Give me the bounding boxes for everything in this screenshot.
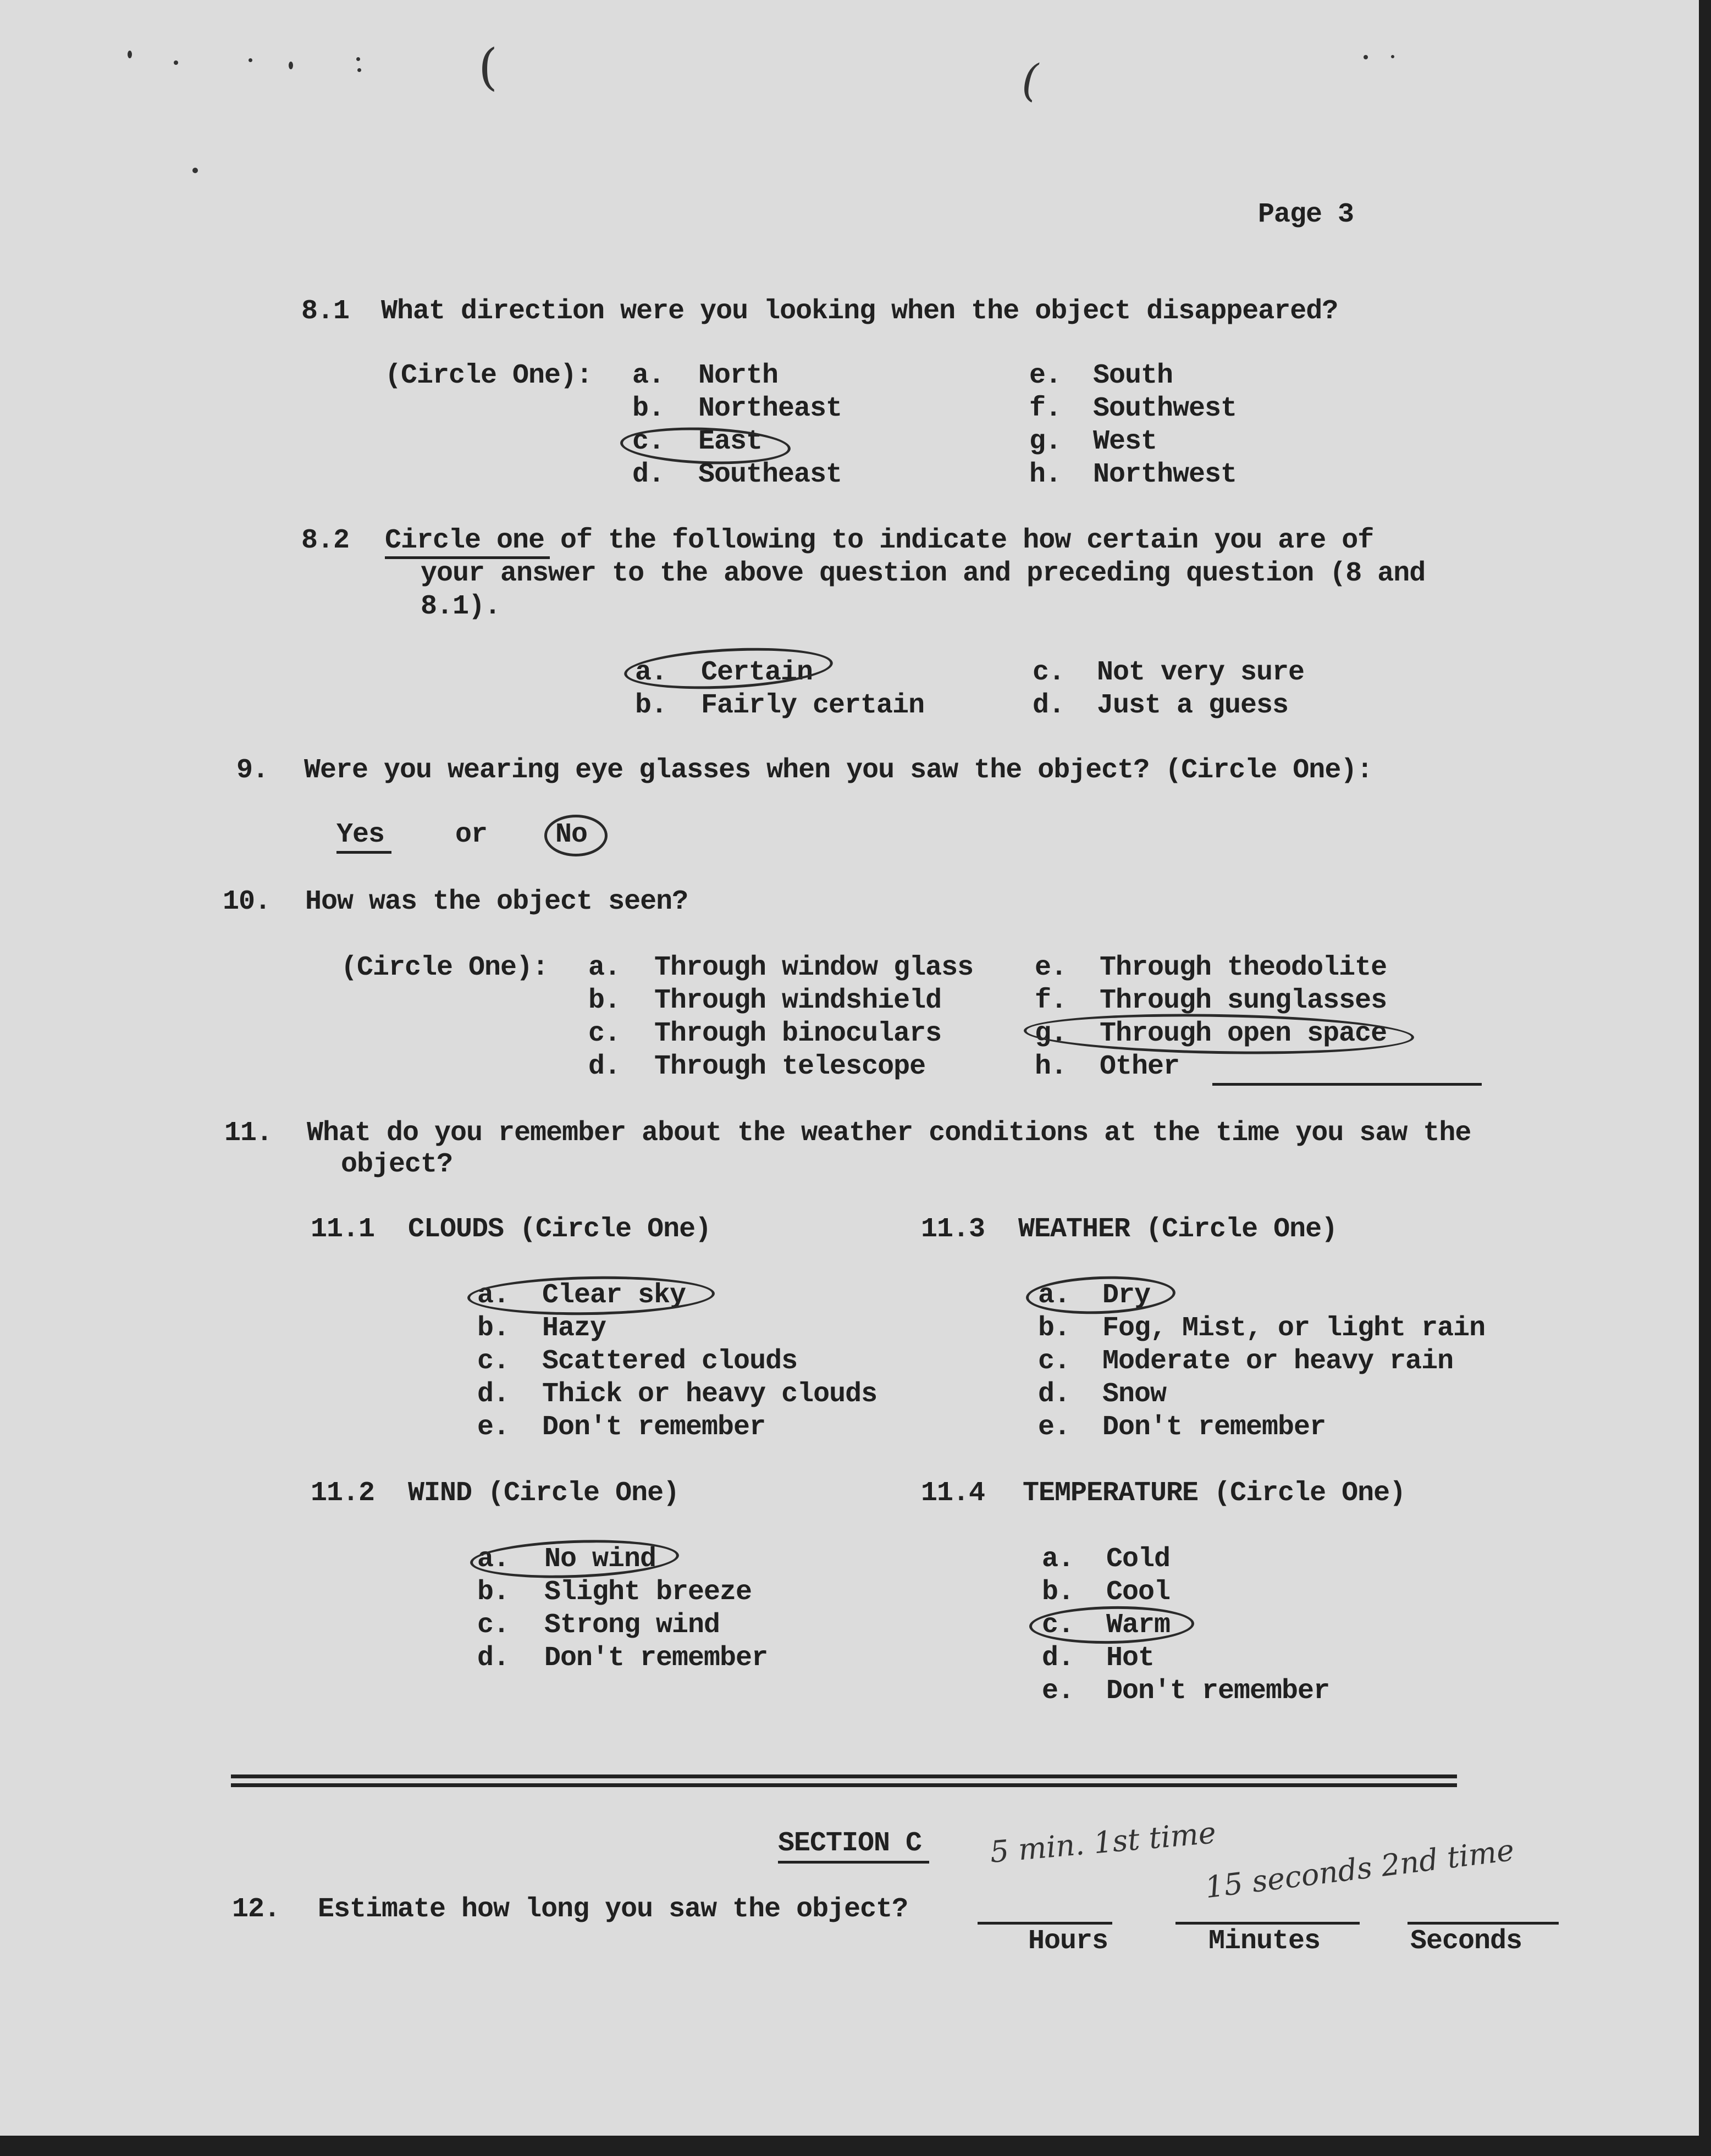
- option-letter: g.: [1029, 426, 1062, 457]
- question-number: 10.: [223, 886, 271, 917]
- option-binoculars[interactable]: Through binoculars: [654, 1018, 942, 1049]
- subquestion-title: WEATHER (Circle One): [1018, 1214, 1338, 1245]
- option-heavy-clouds[interactable]: Thick or heavy clouds: [542, 1379, 877, 1410]
- option-letter: b.: [1042, 1577, 1074, 1608]
- question-number: 9.: [236, 755, 269, 786]
- subquestion-title: CLOUDS (Circle One): [408, 1214, 711, 1245]
- option-letter: a.: [1042, 1544, 1074, 1575]
- handwritten-note: 15 seconds 2nd time: [1203, 1832, 1516, 1905]
- question-text: Estimate how long you saw the object?: [318, 1894, 908, 1925]
- option-yes[interactable]: Yes: [336, 819, 385, 850]
- option-letter: d.: [477, 1643, 510, 1674]
- subquestion-number: 11.2: [311, 1478, 375, 1509]
- option-letter: h.: [1029, 459, 1062, 490]
- option-letter: g.: [1035, 1018, 1067, 1049]
- option-letter: b.: [1038, 1313, 1070, 1344]
- scan-speck: [356, 57, 360, 61]
- hours-blank-line[interactable]: [978, 1922, 1112, 1925]
- scan-speck: [249, 58, 252, 62]
- option-letter: b.: [588, 985, 621, 1016]
- section-divider: [231, 1783, 1457, 1787]
- option-no[interactable]: No: [555, 819, 588, 850]
- seconds-label: Seconds: [1410, 1926, 1522, 1957]
- subquestion-title: TEMPERATURE (Circle One): [1023, 1478, 1406, 1509]
- option-letter: e.: [1035, 952, 1067, 983]
- question-text-line: object?: [341, 1149, 453, 1180]
- scan-speck: [192, 168, 198, 173]
- option-heavy-rain[interactable]: Moderate or heavy rain: [1102, 1346, 1454, 1377]
- scan-speck: [357, 68, 361, 72]
- option-just-a-guess[interactable]: Just a guess: [1097, 690, 1289, 721]
- option-dont-remember[interactable]: Don't remember: [544, 1643, 768, 1674]
- option-letter: a.: [1038, 1280, 1070, 1311]
- option-letter: d.: [632, 459, 665, 490]
- option-letter: a.: [588, 952, 621, 983]
- option-strong-wind[interactable]: Strong wind: [544, 1610, 720, 1641]
- seconds-blank-line[interactable]: [1408, 1922, 1559, 1925]
- option-letter: e.: [477, 1412, 510, 1443]
- option-certain[interactable]: Certain: [701, 657, 813, 688]
- question-number: 8.1: [301, 296, 350, 327]
- option-northeast[interactable]: Northeast: [698, 393, 842, 424]
- question-text-line: Circle one of the following to indicate how certain you are of: [385, 525, 1374, 556]
- scan-speck: [1391, 55, 1394, 58]
- option-letter: b.: [632, 393, 665, 424]
- option-northwest[interactable]: Northwest: [1093, 459, 1237, 490]
- subquestion-title: WIND (Circle One): [408, 1478, 680, 1509]
- option-letter: c.: [588, 1018, 621, 1049]
- minutes-label: Minutes: [1208, 1926, 1321, 1957]
- option-open-space[interactable]: Through open space: [1100, 1018, 1387, 1049]
- question-number: 11.: [224, 1118, 273, 1149]
- or-text: or: [455, 819, 488, 850]
- option-cool[interactable]: Cool: [1106, 1577, 1171, 1608]
- option-not-very-sure[interactable]: Not very sure: [1097, 657, 1305, 688]
- hours-label: Hours: [1028, 1926, 1108, 1957]
- option-letter: c.: [477, 1610, 510, 1641]
- option-hazy[interactable]: Hazy: [542, 1313, 606, 1344]
- option-letter: d.: [1042, 1643, 1074, 1674]
- option-letter: c.: [1042, 1610, 1074, 1641]
- option-snow[interactable]: Snow: [1102, 1379, 1167, 1410]
- option-letter: a.: [635, 657, 667, 688]
- underline: [778, 1861, 929, 1864]
- option-dont-remember[interactable]: Don't remember: [1102, 1412, 1326, 1443]
- scan-speck: [128, 51, 132, 58]
- option-letter: b.: [477, 1313, 510, 1344]
- section-divider: [231, 1774, 1457, 1778]
- option-letter: f.: [1029, 393, 1062, 424]
- option-letter: h.: [1035, 1051, 1067, 1082]
- option-window-glass[interactable]: Through window glass: [654, 952, 974, 983]
- option-letter: e.: [1038, 1412, 1070, 1443]
- question-text: What direction were you looking when the object disappeared?: [381, 296, 1338, 327]
- option-dont-remember[interactable]: Don't remember: [542, 1412, 766, 1443]
- option-letter: e.: [1029, 360, 1062, 391]
- circle-one-instruction: (Circle One):: [341, 952, 549, 983]
- option-dry[interactable]: Dry: [1102, 1280, 1151, 1311]
- option-cold[interactable]: Cold: [1106, 1544, 1171, 1575]
- scan-mark: (: [478, 38, 498, 96]
- option-letter: e.: [1042, 1676, 1074, 1707]
- option-west[interactable]: West: [1093, 426, 1157, 457]
- option-letter: c.: [1038, 1346, 1070, 1377]
- question-text: Were you wearing eye glasses when you saw the object? (Circle One):: [304, 755, 1373, 786]
- option-letter: f.: [1035, 985, 1067, 1016]
- option-no-wind[interactable]: No wind: [544, 1544, 656, 1575]
- option-letter: d.: [588, 1051, 621, 1082]
- option-letter: a.: [477, 1544, 510, 1575]
- scan-speck: [1364, 55, 1368, 59]
- option-east[interactable]: East: [698, 426, 763, 457]
- option-dont-remember[interactable]: Don't remember: [1106, 1676, 1330, 1707]
- option-south[interactable]: South: [1093, 360, 1173, 391]
- subquestion-number: 11.4: [921, 1478, 985, 1509]
- option-theodolite[interactable]: Through theodolite: [1100, 952, 1387, 983]
- question-text-line: 8.1).: [421, 591, 501, 622]
- scan-speck: [289, 62, 293, 69]
- option-slight-breeze[interactable]: Slight breeze: [544, 1577, 752, 1608]
- option-letter: d.: [1033, 690, 1065, 721]
- question-text-line: What do you remember about the weather conditions at the time you saw the: [307, 1118, 1471, 1149]
- question-number: 8.2: [301, 525, 350, 556]
- option-telescope[interactable]: Through telescope: [654, 1051, 926, 1082]
- scan-mark: (: [1022, 55, 1039, 106]
- option-hot[interactable]: Hot: [1106, 1643, 1155, 1674]
- option-southeast[interactable]: Southeast: [698, 459, 842, 490]
- section-title: SECTION C: [778, 1828, 922, 1859]
- option-letter: c.: [632, 426, 665, 457]
- option-letter: c.: [1033, 657, 1065, 688]
- option-letter: d.: [1038, 1379, 1070, 1410]
- option-letter: a.: [477, 1280, 510, 1311]
- option-letter: d.: [477, 1379, 510, 1410]
- selection-circle: [544, 815, 608, 856]
- option-southwest[interactable]: Southwest: [1093, 393, 1237, 424]
- option-sunglasses[interactable]: Through sunglasses: [1100, 985, 1387, 1016]
- circle-one-instruction: (Circle One):: [385, 360, 593, 391]
- option-clear-sky[interactable]: Clear sky: [542, 1280, 686, 1311]
- option-windshield[interactable]: Through windshield: [654, 985, 942, 1016]
- option-north[interactable]: North: [698, 360, 779, 391]
- minutes-blank-line[interactable]: [1175, 1922, 1360, 1925]
- option-letter: c.: [477, 1346, 510, 1377]
- option-scattered-clouds[interactable]: Scattered clouds: [542, 1346, 798, 1377]
- page-number: Page 3: [1258, 199, 1354, 230]
- option-other[interactable]: Other: [1100, 1051, 1180, 1082]
- underline: [336, 851, 391, 854]
- option-letter: a.: [632, 360, 665, 391]
- scan-speck: [174, 60, 178, 65]
- subquestion-number: 11.1: [311, 1214, 375, 1245]
- option-letter: b.: [635, 690, 667, 721]
- option-letter: b.: [477, 1577, 510, 1608]
- question-text-line: your answer to the above question and preceding question (8 and: [421, 558, 1426, 589]
- option-warm[interactable]: Warm: [1106, 1610, 1171, 1641]
- question-text: How was the object seen?: [305, 886, 688, 917]
- option-fairly-certain[interactable]: Fairly certain: [701, 690, 925, 721]
- subquestion-number: 11.3: [921, 1214, 985, 1245]
- option-fog-mist[interactable]: Fog, Mist, or light rain: [1102, 1313, 1486, 1344]
- handwritten-note: 5 min. 1st time: [989, 1815, 1218, 1870]
- question-number: 12.: [232, 1894, 280, 1925]
- other-blank-line[interactable]: [1212, 1083, 1482, 1086]
